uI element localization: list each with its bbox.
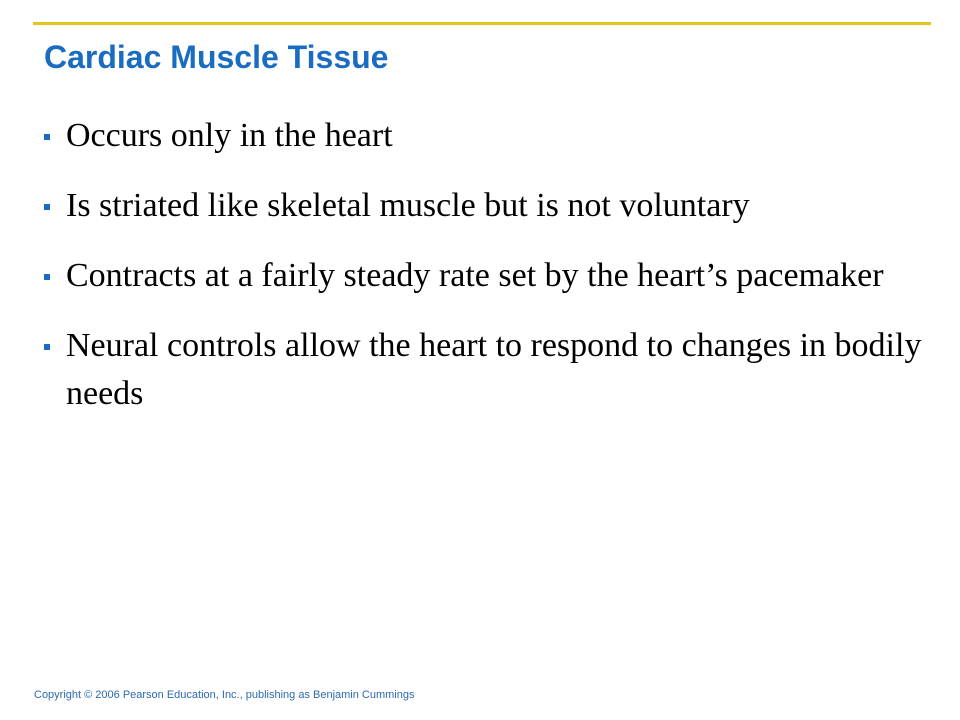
square-bullet-icon xyxy=(44,274,50,280)
bullet-list xyxy=(44,112,924,440)
bullet-text: Contracts at a fairly steady rate set by the heart’s pacemaker xyxy=(66,257,884,294)
bullet-text: Is striated like skeletal muscle but is not voluntary xyxy=(66,187,750,224)
bullet-text: Occurs only in the heart xyxy=(66,117,393,154)
bullet-item xyxy=(44,252,924,300)
square-bullet-icon xyxy=(44,344,50,350)
square-bullet-icon xyxy=(44,134,50,140)
slide-title: Cardiac Muscle Tissue xyxy=(44,39,389,75)
top-rule xyxy=(33,22,931,25)
bullet-text: Neural controls allow the heart to respond to changes in bodily needs xyxy=(66,327,922,412)
bullet-item xyxy=(44,182,924,230)
bullet-item xyxy=(44,112,924,160)
square-bullet-icon xyxy=(44,204,50,210)
bullet-item xyxy=(44,322,924,418)
copyright-notice: Copyright © 2006 Pearson Education, Inc., publishing as Benjamin Cummings xyxy=(34,689,415,701)
